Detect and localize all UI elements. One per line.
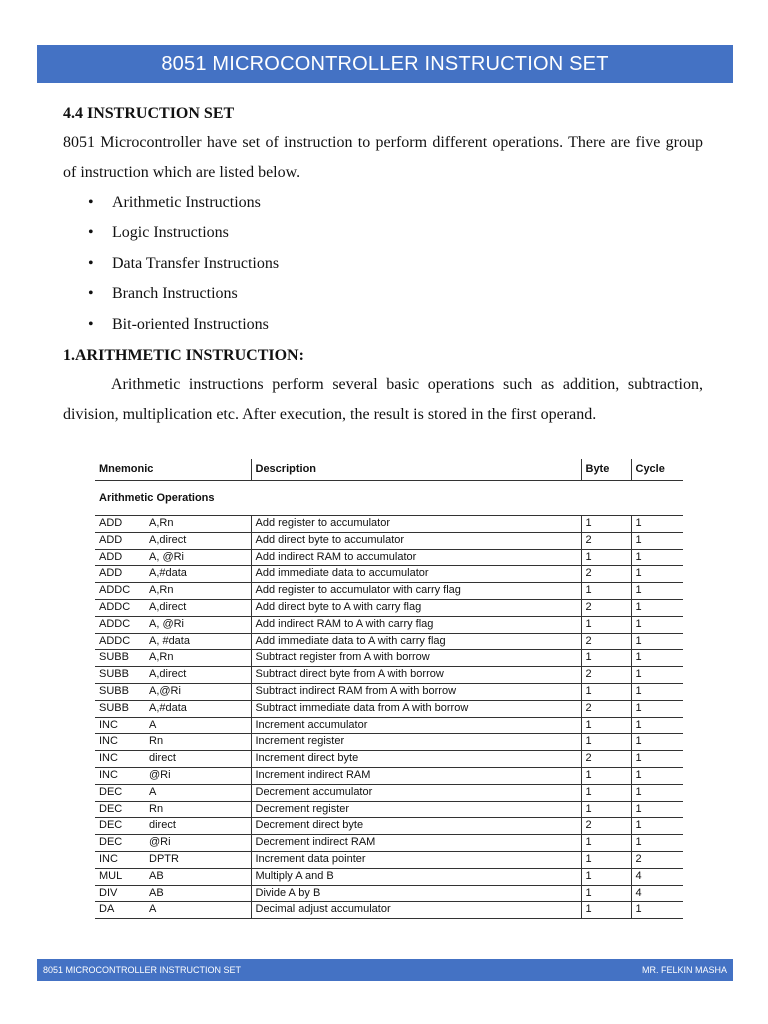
cycle-cell: 1 [631, 717, 683, 734]
cycle-cell: 1 [631, 902, 683, 919]
mnemonic-cell: INC @Ri [95, 767, 251, 784]
mnemonic-cell: ADDC A,direct [95, 599, 251, 616]
column-header-byte: Byte [581, 459, 631, 481]
description-cell: Add direct byte to A with carry flag [251, 599, 581, 616]
description-cell: Increment data pointer [251, 851, 581, 868]
mnemonic-cell: ADDC A,Rn [95, 583, 251, 600]
mnemonic-cell: ADDC A, #data [95, 633, 251, 650]
table-row [95, 717, 683, 734]
byte-cell: 1 [581, 868, 631, 885]
description-cell: Add register to accumulator [251, 516, 581, 533]
page-title: 8051 MICROCONTROLLER INSTRUCTION SET [161, 52, 609, 75]
byte-cell: 1 [581, 717, 631, 734]
cycle-cell: 1 [631, 516, 683, 533]
description-cell: Subtract immediate data from A with borrow [251, 700, 581, 717]
cycle-cell: 1 [631, 818, 683, 835]
cycle-cell: 1 [631, 784, 683, 801]
table-row [95, 902, 683, 919]
table-row [95, 801, 683, 818]
mnemonic-cell: SUBB A,direct [95, 667, 251, 684]
header-bar [37, 45, 733, 83]
cycle-cell: 1 [631, 767, 683, 784]
table-row [95, 650, 683, 667]
instruction-table [95, 459, 683, 919]
mnemonic-cell: INC DPTR [95, 851, 251, 868]
table-row [95, 667, 683, 684]
description-cell: Increment direct byte [251, 751, 581, 768]
description-cell: Add indirect RAM to accumulator [251, 549, 581, 566]
byte-cell: 2 [581, 566, 631, 583]
cycle-cell: 1 [631, 633, 683, 650]
table-row [95, 532, 683, 549]
cycle-cell: 1 [631, 549, 683, 566]
byte-cell: 1 [581, 801, 631, 818]
mnemonic-cell: ADD A,Rn [95, 516, 251, 533]
intro-paragraph: 8051 Microcontroller have set of instruction to perform different operations. There are five group of instruction which are listed below. [63, 134, 703, 181]
cycle-cell: 1 [631, 751, 683, 768]
cycle-cell: 1 [631, 801, 683, 818]
description-cell: Decrement direct byte [251, 818, 581, 835]
column-header-cycle: Cycle [631, 459, 683, 481]
description-cell: Subtract direct byte from A with borrow [251, 667, 581, 684]
footer-left: 8051 MICROCONTROLLER INSTRUCTION SET [43, 965, 242, 975]
mnemonic-cell: INC Rn [95, 734, 251, 751]
mnemonic-cell: SUBB A,#data [95, 700, 251, 717]
group-list [63, 188, 703, 340]
bullet-icon: • [88, 224, 94, 242]
byte-cell: 1 [581, 902, 631, 919]
byte-cell: 2 [581, 532, 631, 549]
arithmetic-paragraph: Arithmetic instructions perform several basic operations such as addition, subtraction, division, multiplication etc. After execution, the result is stored in the first operand. [63, 376, 703, 424]
mnemonic-cell: INC direct [95, 751, 251, 768]
arithmetic-title: 1.ARITHMETIC INSTRUCTION: [63, 347, 304, 365]
cycle-cell: 2 [631, 851, 683, 868]
cycle-cell: 1 [631, 835, 683, 852]
mnemonic-cell: DEC A [95, 784, 251, 801]
bullet-icon: • [88, 315, 94, 333]
byte-cell: 1 [581, 583, 631, 600]
column-header-mnemonic: Mnemonic [95, 459, 251, 481]
description-cell: Increment register [251, 734, 581, 751]
byte-cell: 1 [581, 549, 631, 566]
byte-cell: 1 [581, 767, 631, 784]
mnemonic-cell: MUL AB [95, 868, 251, 885]
description-cell: Decimal adjust accumulator [251, 902, 581, 919]
content [63, 100, 703, 430]
table-row [95, 885, 683, 902]
table-row [95, 835, 683, 852]
table-row [95, 700, 683, 717]
byte-cell: 2 [581, 599, 631, 616]
byte-cell: 2 [581, 818, 631, 835]
table-row [95, 516, 683, 533]
description-cell: Add immediate data to accumulator [251, 566, 581, 583]
description-cell: Add immediate data to A with carry flag [251, 633, 581, 650]
byte-cell: 1 [581, 650, 631, 667]
table-row [95, 583, 683, 600]
instruction-table-wrap [95, 459, 683, 919]
bullet-icon: • [88, 285, 94, 303]
cycle-cell: 1 [631, 532, 683, 549]
byte-cell: 1 [581, 851, 631, 868]
mnemonic-cell: SUBB A,@Ri [95, 683, 251, 700]
bullet-icon: • [88, 194, 94, 211]
mnemonic-cell: DEC @Ri [95, 835, 251, 852]
table-row [95, 734, 683, 751]
description-cell: Divide A by B [251, 885, 581, 902]
mnemonic-cell: ADDC A, @Ri [95, 616, 251, 633]
byte-cell: 1 [581, 885, 631, 902]
description-cell: Decrement accumulator [251, 784, 581, 801]
cycle-cell: 1 [631, 650, 683, 667]
footer-right: MR. FELKIN MASHA [641, 965, 727, 975]
table-row [95, 633, 683, 650]
description-cell: Increment indirect RAM [251, 767, 581, 784]
cycle-cell: 4 [631, 868, 683, 885]
bullet-icon: • [88, 254, 94, 272]
list-item: • Arithmetic Instructions [63, 188, 703, 218]
description-cell: Subtract register from A with borrow [251, 650, 581, 667]
byte-cell: 2 [581, 667, 631, 684]
group-label: Arithmetic Operations [95, 481, 683, 516]
cycle-cell: 1 [631, 683, 683, 700]
cycle-cell: 1 [631, 734, 683, 751]
list-item: • Logic Instructions [63, 218, 703, 248]
table-row [95, 616, 683, 633]
mnemonic-cell: ADD A, @Ri [95, 549, 251, 566]
byte-cell: 1 [581, 734, 631, 751]
description-cell: Add indirect RAM to A with carry flag [251, 616, 581, 633]
table-row [95, 784, 683, 801]
byte-cell: 2 [581, 633, 631, 650]
footer-bar [37, 959, 733, 981]
mnemonic-cell: DEC direct [95, 818, 251, 835]
table-row [95, 683, 683, 700]
table-row [95, 767, 683, 784]
list-item: • Branch Instructions [63, 279, 703, 309]
section-title: 4.4 INSTRUCTION SET [63, 105, 235, 122]
description-cell: Decrement indirect RAM [251, 835, 581, 852]
description-cell: Multiply A and B [251, 868, 581, 885]
table-row [95, 818, 683, 835]
byte-cell: 1 [581, 516, 631, 533]
list-item: • Bit-oriented Instructions [63, 310, 703, 340]
mnemonic-cell: ADD A,direct [95, 532, 251, 549]
table-row [95, 851, 683, 868]
description-cell: Decrement register [251, 801, 581, 818]
byte-cell: 2 [581, 700, 631, 717]
table-row [95, 549, 683, 566]
mnemonic-cell: DA A [95, 902, 251, 919]
table-row [95, 599, 683, 616]
mnemonic-cell: DEC Rn [95, 801, 251, 818]
byte-cell: 2 [581, 751, 631, 768]
cycle-cell: 1 [631, 583, 683, 600]
byte-cell: 1 [581, 616, 631, 633]
cycle-cell: 1 [631, 616, 683, 633]
description-cell: Add register to accumulator with carry flag [251, 583, 581, 600]
cycle-cell: 1 [631, 667, 683, 684]
mnemonic-cell: ADD A,#data [95, 566, 251, 583]
list-item: • Data Transfer Instructions [63, 249, 703, 279]
mnemonic-cell: DIV AB [95, 885, 251, 902]
cycle-cell: 1 [631, 700, 683, 717]
table-row [95, 566, 683, 583]
cycle-cell: 1 [631, 566, 683, 583]
byte-cell: 1 [581, 683, 631, 700]
description-cell: Increment accumulator [251, 717, 581, 734]
mnemonic-cell: SUBB A,Rn [95, 650, 251, 667]
cycle-cell: 1 [631, 599, 683, 616]
description-cell: Subtract indirect RAM from A with borrow [251, 683, 581, 700]
byte-cell: 1 [581, 784, 631, 801]
table-row [95, 868, 683, 885]
byte-cell: 1 [581, 835, 631, 852]
column-header-description: Description [251, 459, 581, 481]
cycle-cell: 4 [631, 885, 683, 902]
description-cell: Add direct byte to accumulator [251, 532, 581, 549]
table-row [95, 751, 683, 768]
mnemonic-cell: INC A [95, 717, 251, 734]
